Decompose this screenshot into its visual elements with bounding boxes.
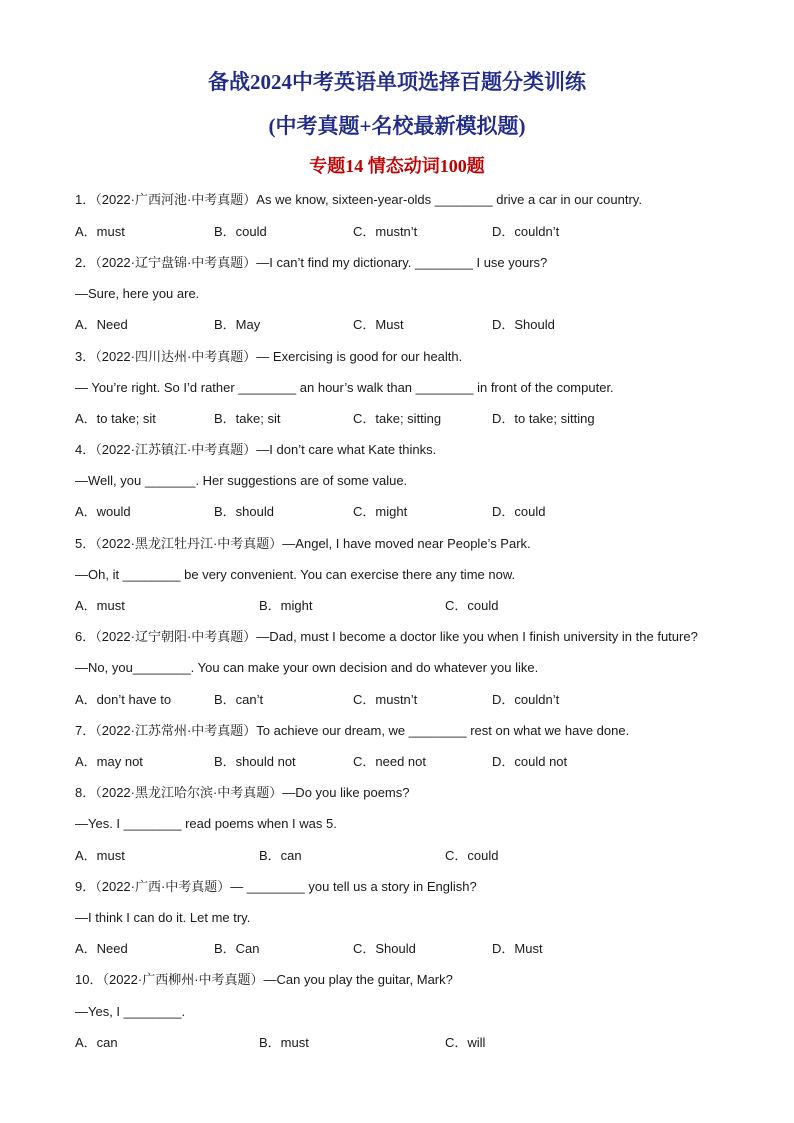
question-1-option-b: B．could (214, 224, 267, 239)
question-6-option-d: D．couldn’t (492, 692, 560, 707)
question-4-option-c: C．might (353, 504, 408, 519)
question-3-reply: — You’re right. So I’d rather ________ an hour’s walk than ________ in front of the computer. (75, 380, 614, 395)
question-6-option-a: A．don’t have to (75, 692, 172, 707)
question-5-reply: —Oh, it ________ be very convenient. You can exercise there any time now. (75, 567, 516, 582)
question-8-option-c: C．could (445, 848, 499, 863)
question-8-option-b: B．can (259, 848, 302, 863)
question-5-stem: 5．（2022·黑龙江牡丹江·中考真题）—Angel, I have moved near People’s Park. (75, 536, 531, 551)
question-4-reply: —Well, you _______. Her suggestions are of some value. (75, 473, 408, 488)
question-9-option-a: A．Need (75, 941, 128, 956)
question-2-stem: 2．（2022·辽宁盘锦·中考真题）—I can’t find my dictionary. ________ I use yours? (75, 255, 548, 270)
question-9-stem: 9．（2022·广西·中考真题）— ________ you tell us a story in English? (75, 879, 477, 894)
question-5-option-b: B．might (259, 598, 313, 613)
question-9-reply: —I think I can do it. Let me try. (75, 910, 251, 925)
question-7-option-c: C．need not (353, 754, 426, 769)
question-3-option-c: C．take; sitting (353, 411, 442, 426)
question-10-stem: 10．（2022·广西柳州·中考真题）—Can you play the guitar, Mark? (75, 972, 453, 987)
question-2-option-d: D．Should (492, 317, 555, 332)
question-6-option-b: B．can’t (214, 692, 264, 707)
question-1-option-d: D．couldn’t (492, 224, 560, 239)
question-5-option-a: A．must (75, 598, 125, 613)
document-title: 备战2024中考英语单项选择百题分类训练 (208, 70, 586, 94)
question-10-option-a: A．can (75, 1035, 118, 1050)
question-10-reply: —Yes, I ________. (75, 1004, 186, 1019)
question-2-reply: —Sure, here you are. (75, 286, 200, 301)
question-6-stem: 6．（2022·辽宁朝阳·中考真题）—Dad, must I become a doctor like you when I finish university in the future? (75, 629, 698, 644)
question-5-option-c: C．could (445, 598, 499, 613)
question-1-option-a: A．must (75, 224, 125, 239)
question-2-option-a: A．Need (75, 317, 128, 332)
question-8-reply: —Yes. I ________ read poems when I was 5. (75, 816, 337, 831)
question-3-option-d: D．to take; sitting (492, 411, 595, 426)
document-subtitle: (中考真题+名校最新模拟题) (268, 114, 526, 138)
question-6-option-c: C．mustn’t (353, 692, 418, 707)
question-3-stem: 3．（2022·四川达州·中考真题）— Exercising is good for our health. (75, 349, 463, 364)
question-9-option-b: B．Can (214, 941, 260, 956)
question-6-reply: —No, you________. You can make your own decision and do whatever you like. (75, 660, 539, 675)
question-9-option-d: D．Must (492, 941, 543, 956)
question-1-option-c: C．mustn’t (353, 224, 418, 239)
question-10-option-c: C．will (445, 1035, 486, 1050)
question-8-option-a: A．must (75, 848, 125, 863)
question-8-stem: 8．（2022·黑龙江哈尔滨·中考真题）—Do you like poems? (75, 785, 410, 800)
question-7-option-a: A．may not (75, 754, 143, 769)
question-4-stem: 4．（2022·江苏镇江·中考真题）—I don’t care what Kate thinks. (75, 442, 437, 457)
question-3-option-b: B．take; sit (214, 411, 281, 426)
question-4-option-a: A．would (75, 504, 131, 519)
topic-heading: 专题14 情态动词100题 (309, 156, 485, 176)
question-9-option-c: C．Should (353, 941, 416, 956)
question-4-option-b: B．should (214, 504, 274, 519)
question-7-option-b: B．should not (214, 754, 296, 769)
question-2-option-b: B．May (214, 317, 261, 332)
question-7-stem: 7．（2022·江苏常州·中考真题）To achieve our dream, we ________ rest on what we have done. (75, 723, 630, 738)
question-7-option-d: D．could not (492, 754, 568, 769)
question-3-option-a: A．to take; sit (75, 411, 156, 426)
question-2-option-c: C．Must (353, 317, 404, 332)
question-1-stem: 1．（2022·广西河池·中考真题）As we know, sixteen-year-olds ________ drive a car in our country. (75, 192, 642, 207)
question-10-option-b: B．must (259, 1035, 309, 1050)
question-4-option-d: D．could (492, 504, 546, 519)
